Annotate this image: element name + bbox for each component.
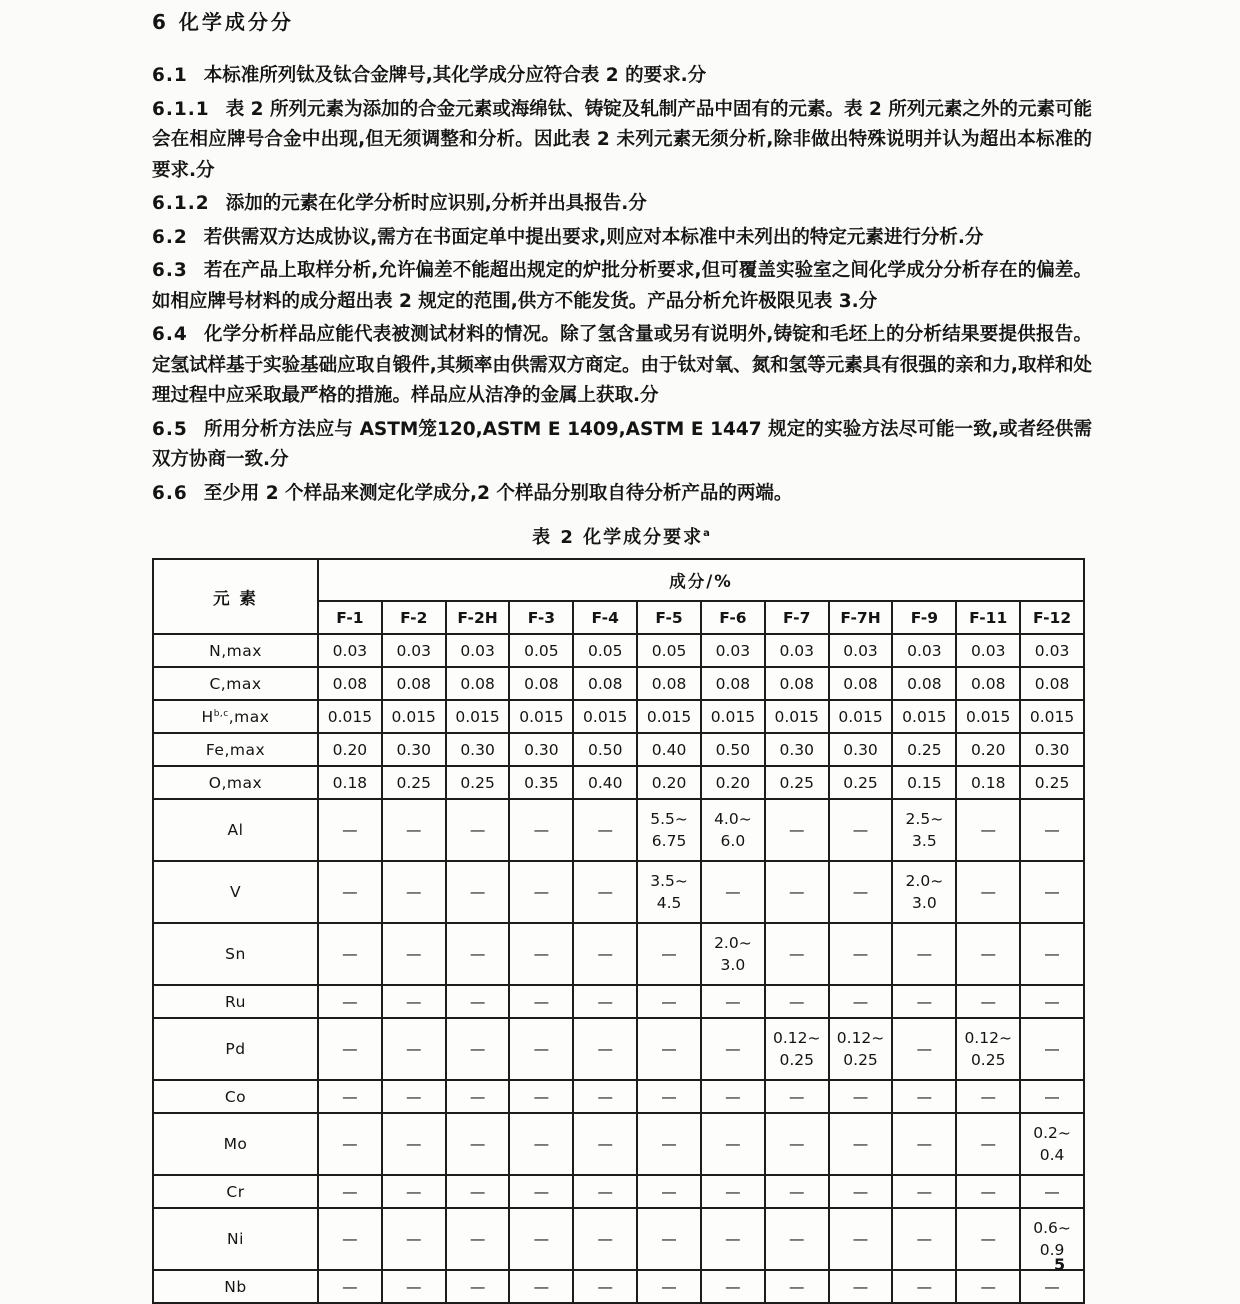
- value-cell: 3.5~ 4.5: [637, 861, 701, 923]
- value-cell: 0.015: [1020, 700, 1084, 733]
- value-cell: —: [318, 985, 382, 1018]
- value-cell: —: [573, 799, 637, 861]
- value-cell: 0.08: [765, 667, 829, 700]
- value-cell: —: [829, 1175, 893, 1208]
- value-cell: 2.0~ 3.0: [701, 923, 765, 985]
- value-cell: —: [573, 1175, 637, 1208]
- element-cell: H$^{b,c}$,max: [153, 700, 318, 733]
- value-cell: —: [446, 861, 510, 923]
- value-cell: —: [509, 1018, 573, 1080]
- table-row-fe: [153, 733, 1084, 766]
- paragraph-text: 本标准所列钛及钛合金牌号,其化学成分应符合表 2 的要求.分: [203, 65, 707, 86]
- paragraph-number: 6.6: [152, 482, 188, 504]
- value-cell: 0.20: [318, 733, 382, 766]
- value-cell: 0.03: [892, 634, 956, 667]
- value-cell: —: [509, 861, 573, 923]
- value-cell: —: [956, 861, 1020, 923]
- value-cell: —: [1020, 861, 1084, 923]
- value-cell: 0.2~ 0.4: [1020, 1113, 1084, 1175]
- table-row-n: [153, 634, 1084, 667]
- value-cell: 0.03: [701, 634, 765, 667]
- value-cell: 0.05: [637, 634, 701, 667]
- paragraph-6-4: [152, 320, 1092, 412]
- value-cell: —: [1020, 1270, 1084, 1303]
- value-cell: 0.015: [573, 700, 637, 733]
- value-cell: 0.08: [318, 667, 382, 700]
- value-cell: —: [509, 1113, 573, 1175]
- value-cell: 0.08: [509, 667, 573, 700]
- value-cell: —: [701, 1175, 765, 1208]
- value-cell: 0.30: [509, 733, 573, 766]
- value-cell: 5.5~ 6.75: [637, 799, 701, 861]
- paragraph-number: 6.1.1: [152, 98, 210, 120]
- value-cell: 0.30: [765, 733, 829, 766]
- element-cell: Al: [153, 799, 318, 861]
- paragraph-number: 6.1.2: [152, 193, 210, 214]
- value-cell: —: [892, 985, 956, 1018]
- grade-header-f-5: F-5: [637, 601, 701, 634]
- value-cell: —: [637, 923, 701, 985]
- value-cell: 0.05: [509, 634, 573, 667]
- value-cell: 4.0~ 6.0: [701, 799, 765, 861]
- table-row-nb: [153, 1270, 1084, 1303]
- value-cell: —: [573, 985, 637, 1018]
- element-cell: Mo: [153, 1113, 318, 1175]
- value-cell: 0.25: [892, 733, 956, 766]
- paragraph-6-1-2: [152, 189, 1092, 220]
- value-cell: —: [318, 1113, 382, 1175]
- value-cell: 0.40: [573, 766, 637, 799]
- value-cell: —: [637, 1175, 701, 1208]
- paragraph-number: 6.4: [152, 324, 188, 345]
- value-cell: —: [765, 1080, 829, 1113]
- value-cell: 0.35: [509, 766, 573, 799]
- value-cell: —: [318, 1208, 382, 1270]
- value-cell: —: [573, 1208, 637, 1270]
- value-cell: 0.30: [382, 733, 446, 766]
- paragraph-6-3: [152, 256, 1092, 317]
- value-cell: —: [573, 1270, 637, 1303]
- grade-header-f-2h: F-2H: [446, 601, 510, 634]
- value-cell: —: [573, 1018, 637, 1080]
- value-cell: —: [318, 1175, 382, 1208]
- value-cell: 0.25: [382, 766, 446, 799]
- table-row-c: [153, 667, 1084, 700]
- element-cell: Nb: [153, 1270, 318, 1303]
- value-cell: 0.08: [701, 667, 765, 700]
- value-cell: —: [701, 985, 765, 1018]
- value-cell: —: [765, 861, 829, 923]
- value-cell: 0.12~ 0.25: [829, 1018, 893, 1080]
- value-cell: —: [1020, 1018, 1084, 1080]
- value-cell: 0.18: [318, 766, 382, 799]
- element-cell: O,max: [153, 766, 318, 799]
- value-cell: 0.015: [509, 700, 573, 733]
- paragraph-6-6: [152, 479, 1092, 510]
- value-cell: —: [956, 799, 1020, 861]
- value-cell: 0.015: [892, 700, 956, 733]
- grade-header-f-9: F-9: [892, 601, 956, 634]
- element-cell: Co: [153, 1080, 318, 1113]
- value-cell: —: [382, 1270, 446, 1303]
- element-cell: Ni: [153, 1208, 318, 1270]
- value-cell: —: [956, 923, 1020, 985]
- value-cell: —: [829, 1113, 893, 1175]
- value-cell: 0.20: [956, 733, 1020, 766]
- value-cell: 0.03: [318, 634, 382, 667]
- value-cell: 0.03: [765, 634, 829, 667]
- footnote-marker: b,c: [213, 708, 229, 719]
- element-cell: C,max: [153, 667, 318, 700]
- value-cell: 0.03: [829, 634, 893, 667]
- value-cell: —: [446, 923, 510, 985]
- value-cell: —: [509, 799, 573, 861]
- value-cell: 0.12~ 0.25: [956, 1018, 1020, 1080]
- grade-header-f-12: F-12: [1020, 601, 1084, 634]
- element-cell: Pd: [153, 1018, 318, 1080]
- value-cell: 0.08: [1020, 667, 1084, 700]
- value-cell: —: [318, 1018, 382, 1080]
- value-cell: 0.08: [956, 667, 1020, 700]
- value-cell: 0.015: [318, 700, 382, 733]
- value-cell: —: [892, 1270, 956, 1303]
- table-row-ni: [153, 1208, 1084, 1270]
- grade-header-f-3: F-3: [509, 601, 573, 634]
- value-cell: —: [509, 923, 573, 985]
- value-cell: —: [573, 923, 637, 985]
- value-cell: —: [637, 1080, 701, 1113]
- value-cell: —: [382, 923, 446, 985]
- value-cell: 0.015: [382, 700, 446, 733]
- value-cell: —: [573, 1113, 637, 1175]
- value-cell: 0.08: [382, 667, 446, 700]
- value-cell: —: [446, 985, 510, 1018]
- value-cell: —: [446, 1175, 510, 1208]
- value-cell: —: [573, 1080, 637, 1113]
- value-cell: —: [956, 1080, 1020, 1113]
- value-cell: —: [892, 1113, 956, 1175]
- value-cell: —: [382, 1113, 446, 1175]
- table-row-co: [153, 1080, 1084, 1113]
- value-cell: 0.05: [573, 634, 637, 667]
- value-cell: 0.015: [637, 700, 701, 733]
- value-cell: —: [509, 1175, 573, 1208]
- value-cell: 0.50: [573, 733, 637, 766]
- section-paragraphs: [152, 61, 1092, 509]
- value-cell: —: [446, 1113, 510, 1175]
- paragraph-number: 6.1: [152, 65, 188, 86]
- table-title: [152, 523, 1092, 549]
- table-row-o: [153, 766, 1084, 799]
- paragraph-text: 若供需双方达成协议,需方在书面定单中提出要求,则应对本标准中未列出的特定元素进行分析.分: [203, 226, 984, 248]
- value-cell: 0.50: [701, 733, 765, 766]
- value-cell: —: [382, 1018, 446, 1080]
- element-cell: Ru: [153, 985, 318, 1018]
- paragraph-text: 若在产品上取样分析,允许偏差不能超出规定的炉批分析要求,但可覆盖实验室之间化学成分分析存在的偏差。如相应牌号材料的成分超出表 2 规定的范围,供方不能发货。产品分析允许极限见表 3.分: [152, 260, 1092, 312]
- value-cell: —: [446, 799, 510, 861]
- table-row-ru: [153, 985, 1084, 1018]
- paragraph-text: 至少用 2 个样品来测定化学成分,2 个样品分别取自待分析产品的两端。: [203, 482, 793, 504]
- value-cell: —: [1020, 1080, 1084, 1113]
- value-cell: —: [318, 1080, 382, 1113]
- value-cell: 0.08: [829, 667, 893, 700]
- grade-header-f-4: F-4: [573, 601, 637, 634]
- value-cell: —: [829, 1080, 893, 1113]
- value-cell: —: [318, 861, 382, 923]
- value-cell: —: [892, 1175, 956, 1208]
- grade-header-f-7h: F-7H: [829, 601, 893, 634]
- value-cell: 0.25: [1020, 766, 1084, 799]
- value-cell: 0.40: [637, 733, 701, 766]
- value-cell: —: [318, 1270, 382, 1303]
- value-cell: —: [701, 1018, 765, 1080]
- grade-header-f-6: F-6: [701, 601, 765, 634]
- element-cell: Fe,max: [153, 733, 318, 766]
- grade-header-f-1: F-1: [318, 601, 382, 634]
- table-row-mo: [153, 1113, 1084, 1175]
- page-number: 5: [1054, 1255, 1066, 1274]
- value-cell: 0.20: [637, 766, 701, 799]
- value-cell: 0.20: [701, 766, 765, 799]
- value-cell: —: [701, 1113, 765, 1175]
- paragraph-text: 化学分析样品应能代表被测试材料的情况。除了氢含量或另有说明外,铸锭和毛坯上的分析结果要提供报告。定氢试样基于实验基础应取自锻件,其频率由供需双方商定。由于钛对氧、氮和氢等元素具有很强的亲和力,取样和处理过程中应采取最严格的措施。样品应从洁净的金属上获取.分: [152, 324, 1092, 406]
- value-cell: —: [956, 1175, 1020, 1208]
- value-cell: —: [956, 1270, 1020, 1303]
- value-cell: —: [829, 923, 893, 985]
- value-cell: —: [892, 923, 956, 985]
- paragraph-number: 6.3: [152, 260, 188, 281]
- table-body: [153, 634, 1084, 1303]
- value-cell: —: [382, 1175, 446, 1208]
- value-cell: —: [956, 1113, 1020, 1175]
- element-cell: V: [153, 861, 318, 923]
- value-cell: 0.6~ 0.9: [1020, 1208, 1084, 1270]
- value-cell: —: [446, 1018, 510, 1080]
- paragraph-6-1-1: [152, 95, 1092, 187]
- value-cell: 0.25: [765, 766, 829, 799]
- value-cell: —: [318, 799, 382, 861]
- value-cell: —: [637, 985, 701, 1018]
- value-cell: 0.015: [701, 700, 765, 733]
- value-cell: —: [446, 1270, 510, 1303]
- value-cell: 0.08: [892, 667, 956, 700]
- value-cell: —: [509, 985, 573, 1018]
- value-cell: 0.08: [573, 667, 637, 700]
- value-cell: —: [382, 1208, 446, 1270]
- value-cell: —: [892, 1080, 956, 1113]
- value-cell: —: [1020, 1175, 1084, 1208]
- value-cell: 0.25: [829, 766, 893, 799]
- value-cell: —: [829, 985, 893, 1018]
- value-cell: 0.08: [446, 667, 510, 700]
- table-row-al: [153, 799, 1084, 861]
- value-cell: —: [318, 923, 382, 985]
- table-row-cr: [153, 1175, 1084, 1208]
- value-cell: —: [382, 799, 446, 861]
- value-cell: —: [829, 861, 893, 923]
- value-cell: —: [446, 1208, 510, 1270]
- value-cell: —: [446, 1080, 510, 1113]
- value-cell: —: [1020, 985, 1084, 1018]
- composition-column-header: 成分/%: [318, 559, 1084, 601]
- value-cell: —: [765, 923, 829, 985]
- value-cell: 0.015: [956, 700, 1020, 733]
- value-cell: —: [637, 1270, 701, 1303]
- value-cell: 0.015: [829, 700, 893, 733]
- paragraph-text: 添加的元素在化学分析时应识别,分析并出具报告.分: [225, 193, 647, 214]
- paragraph-text: 所用分析方法应与 ASTM笼120,ASTM E 1409,ASTM E 1447 规定的实验方法尽可能一致,或者经供需双方协商一致.分: [152, 418, 1092, 470]
- value-cell: 0.12~ 0.25: [765, 1018, 829, 1080]
- value-cell: —: [509, 1080, 573, 1113]
- value-cell: 0.08: [637, 667, 701, 700]
- table-row-h: [153, 700, 1084, 733]
- section-heading: 6 化学成分分: [152, 10, 294, 34]
- grade-header-f-11: F-11: [956, 601, 1020, 634]
- value-cell: —: [829, 799, 893, 861]
- paragraph-text: 表 2 所列元素为添加的合金元素或海绵钛、铸锭及轧制产品中固有的元素。表 2 所列元素之外的元素可能会在相应牌号合金中出现,但无须调整和分析。因此表 2 未列元素无须分析,除非做出特殊说明并认为超出本标准的要求.分: [152, 98, 1092, 181]
- value-cell: —: [956, 1208, 1020, 1270]
- value-cell: —: [1020, 923, 1084, 985]
- paragraph-6-2: [152, 223, 1092, 254]
- table-row-pd: [153, 1018, 1084, 1080]
- paragraph-number: 6.5: [152, 418, 188, 440]
- value-cell: —: [637, 1113, 701, 1175]
- value-cell: —: [509, 1270, 573, 1303]
- paragraph-6-5: [152, 415, 1092, 476]
- value-cell: —: [637, 1018, 701, 1080]
- table-title-text: 表 2 化学成分要求: [532, 527, 704, 548]
- value-cell: —: [765, 985, 829, 1018]
- value-cell: —: [382, 1080, 446, 1113]
- value-cell: —: [382, 985, 446, 1018]
- grade-header-f-2: F-2: [382, 601, 446, 634]
- value-cell: 0.25: [446, 766, 510, 799]
- value-cell: —: [765, 1208, 829, 1270]
- value-cell: 0.18: [956, 766, 1020, 799]
- value-cell: 0.015: [765, 700, 829, 733]
- value-cell: —: [701, 1270, 765, 1303]
- value-cell: —: [765, 799, 829, 861]
- value-cell: 0.30: [446, 733, 510, 766]
- table-row-sn: [153, 923, 1084, 985]
- value-cell: —: [637, 1208, 701, 1270]
- value-cell: 0.03: [446, 634, 510, 667]
- value-cell: —: [701, 1080, 765, 1113]
- value-cell: —: [765, 1270, 829, 1303]
- paragraph-6-1: [152, 61, 1092, 92]
- element-cell: Cr: [153, 1175, 318, 1208]
- value-cell: —: [829, 1270, 893, 1303]
- grade-header-f-7: F-7: [765, 601, 829, 634]
- value-cell: —: [509, 1208, 573, 1270]
- paragraph-number: 6.2: [152, 226, 188, 248]
- element-cell: N,max: [153, 634, 318, 667]
- value-cell: —: [956, 985, 1020, 1018]
- element-column-header: 元 素: [153, 559, 318, 634]
- table-title-footnote-marker: a: [703, 528, 712, 539]
- value-cell: 0.15: [892, 766, 956, 799]
- value-cell: 2.0~ 3.0: [892, 861, 956, 923]
- value-cell: —: [701, 1208, 765, 1270]
- value-cell: —: [382, 861, 446, 923]
- value-cell: 0.015: [446, 700, 510, 733]
- value-cell: —: [892, 1018, 956, 1080]
- document-page: [152, 6, 1092, 1304]
- table-row-v: [153, 861, 1084, 923]
- element-cell: Sn: [153, 923, 318, 985]
- value-cell: —: [765, 1113, 829, 1175]
- chemical-composition-table: [152, 558, 1085, 1304]
- value-cell: 0.30: [829, 733, 893, 766]
- value-cell: —: [1020, 799, 1084, 861]
- value-cell: —: [765, 1175, 829, 1208]
- value-cell: 0.03: [956, 634, 1020, 667]
- value-cell: 0.30: [1020, 733, 1084, 766]
- table-head: [153, 559, 1084, 634]
- value-cell: —: [892, 1208, 956, 1270]
- value-cell: 0.03: [382, 634, 446, 667]
- value-cell: —: [701, 861, 765, 923]
- value-cell: —: [829, 1208, 893, 1270]
- value-cell: 2.5~ 3.5: [892, 799, 956, 861]
- value-cell: 0.03: [1020, 634, 1084, 667]
- value-cell: —: [573, 861, 637, 923]
